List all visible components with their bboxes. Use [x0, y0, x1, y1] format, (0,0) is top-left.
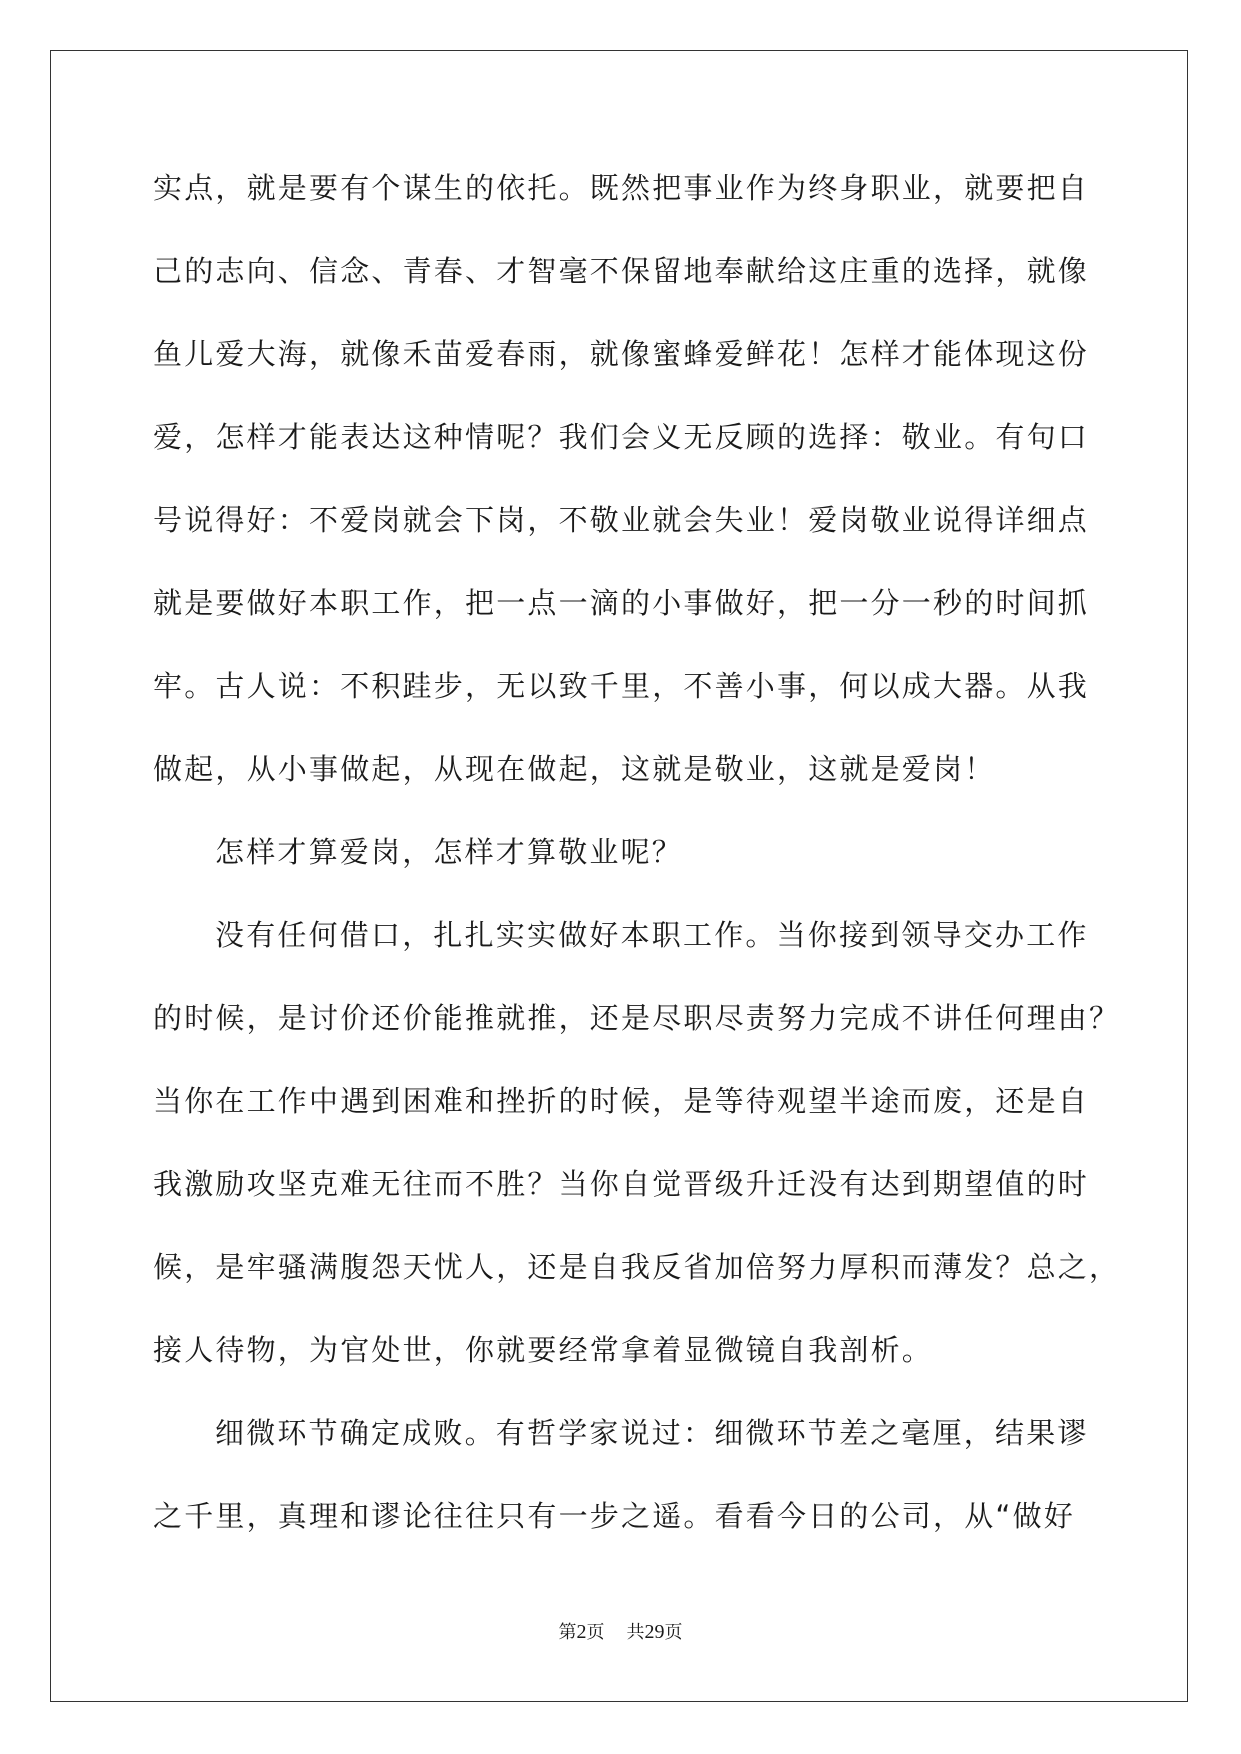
text-line: 爱，怎样才能表达这种情呢？我们会义无反顾的选择：敬业。有句口 [153, 420, 1090, 454]
paragraph-start-line: 细微环节确定成败。有哲学家说过：细微环节差之毫厘，结果谬 [215, 1416, 1089, 1450]
text-line: 鱼儿爱大海，就像禾苗爱春雨，就像蜜蜂爱鲜花！怎样才能体现这份 [153, 337, 1090, 371]
text-line: 当你在工作中遇到困难和挫折的时候，是等待观望半途而废，还是自 [153, 1084, 1090, 1118]
document-body [153, 163, 1121, 1574]
total-prefix: 共 [626, 1622, 645, 1643]
paragraph-start-line: 没有任何借口，扎扎实实做好本职工作。当你接到领导交办工作 [215, 918, 1089, 952]
text-line: 之千里，真理和谬论往往只有一步之遥。看看今日的公司，从“做好 [153, 1499, 1076, 1533]
text-line: 牢。古人说：不积跬步，无以致千里，不善小事，何以成大器。从我 [153, 669, 1090, 703]
text-line: 接人待物，为官处世，你就要经常拿着显微镜自我剖析。 [153, 1333, 934, 1367]
page-prefix: 第 [558, 1622, 577, 1643]
text-line: 做起，从小事做起，从现在做起，这就是敬业，这就是爱岗！ [153, 752, 996, 786]
page-number: 2 [576, 1621, 587, 1643]
page-suffix: 页 [586, 1622, 605, 1643]
total-suffix: 页 [664, 1622, 683, 1643]
text-line: 我激励攻坚克难无往而不胜？当你自觉晋级升迁没有达到期望值的时 [153, 1167, 1090, 1201]
text-line: 的时候，是讨价还价能推就推，还是尽职尽责努力完成不讲任何理由？ [153, 1001, 1121, 1035]
page-footer [0, 1618, 1241, 1644]
text-line: 实点，就是要有个谋生的依托。既然把事业作为终身职业，就要把自 [153, 171, 1090, 205]
text-line: 号说得好：不爱岗就会下岗，不敬业就会失业！爱岗敬业说得详细点 [153, 503, 1090, 537]
text-line: 候，是牢骚满腹怨天忧人，还是自我反省加倍努力厚积而薄发？总之， [153, 1250, 1121, 1284]
text-line: 己的志向、信念、青春、才智毫不保留地奉献给这庄重的选择，就像 [153, 254, 1090, 288]
total-pages: 29 [644, 1621, 665, 1643]
paragraph-start-line: 怎样才算爱岗，怎样才算敬业呢？ [215, 835, 684, 869]
text-line: 就是要做好本职工作，把一点一滴的小事做好，把一分一秒的时间抓 [153, 586, 1090, 620]
